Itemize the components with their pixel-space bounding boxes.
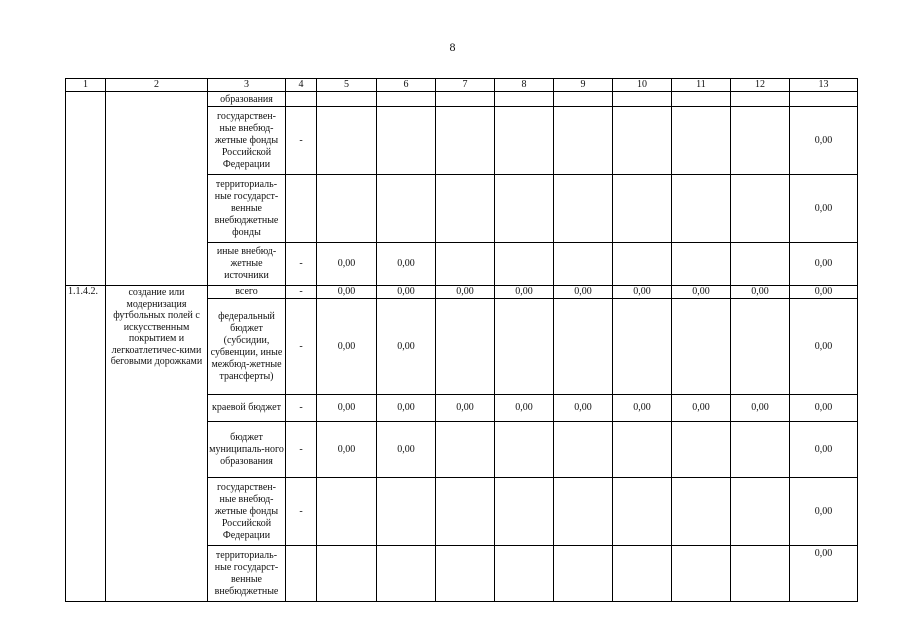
cell: 0,00 <box>436 395 495 422</box>
cell <box>731 299 790 395</box>
cell: 0,00 <box>790 478 858 546</box>
cell <box>672 422 731 478</box>
cell-source: краевой бюджет <box>208 395 286 422</box>
cell <box>554 175 613 243</box>
cell <box>495 107 554 175</box>
cell <box>554 478 613 546</box>
cell <box>436 92 495 107</box>
column-header: 12 <box>731 79 790 92</box>
cell <box>286 92 317 107</box>
cell <box>731 243 790 286</box>
cell: 0,00 <box>317 299 377 395</box>
cell <box>436 422 495 478</box>
cell: 0,00 <box>377 395 436 422</box>
column-header: 5 <box>317 79 377 92</box>
table-row <box>66 286 858 299</box>
cell <box>286 546 317 602</box>
cell <box>495 92 554 107</box>
cell <box>672 107 731 175</box>
column-header: 13 <box>790 79 858 92</box>
cell: - <box>286 395 317 422</box>
budget-table <box>65 78 858 602</box>
cell <box>286 175 317 243</box>
cell: - <box>286 422 317 478</box>
cell <box>377 546 436 602</box>
cell: 0,00 <box>790 107 858 175</box>
cell <box>436 299 495 395</box>
cell: 0,00 <box>377 299 436 395</box>
cell: 0,00 <box>613 286 672 299</box>
cell: 0,00 <box>613 395 672 422</box>
cell: 0,00 <box>377 422 436 478</box>
cell: 0,00 <box>790 546 858 602</box>
cell <box>495 546 554 602</box>
cell-source: территориаль-ные государст-венные внебюджетные фонды <box>208 175 286 243</box>
cell <box>495 299 554 395</box>
cell <box>377 175 436 243</box>
column-header: 6 <box>377 79 436 92</box>
cell <box>613 546 672 602</box>
column-header: 2 <box>106 79 208 92</box>
cell <box>731 175 790 243</box>
cell: 0,00 <box>317 422 377 478</box>
cell <box>436 175 495 243</box>
cell: 0,00 <box>554 395 613 422</box>
cell: 0,00 <box>731 395 790 422</box>
cell: - <box>286 299 317 395</box>
cell <box>731 546 790 602</box>
cell-code-empty <box>66 92 106 286</box>
cell <box>436 107 495 175</box>
cell <box>613 243 672 286</box>
cell-source: иные внебюд-жетные источники <box>208 243 286 286</box>
cell: 0,00 <box>436 286 495 299</box>
cell <box>436 546 495 602</box>
cell: 0,00 <box>495 395 554 422</box>
cell: 0,00 <box>790 395 858 422</box>
cell <box>790 92 858 107</box>
cell <box>613 107 672 175</box>
cell <box>554 243 613 286</box>
cell <box>613 422 672 478</box>
header-row <box>66 79 858 92</box>
cell <box>554 422 613 478</box>
cell <box>613 175 672 243</box>
cell: 0,00 <box>672 395 731 422</box>
column-header: 3 <box>208 79 286 92</box>
cell <box>731 107 790 175</box>
cell <box>377 92 436 107</box>
cell <box>495 478 554 546</box>
cell <box>377 478 436 546</box>
table-row <box>66 92 858 107</box>
column-header: 7 <box>436 79 495 92</box>
cell <box>672 299 731 395</box>
cell: 0,00 <box>317 395 377 422</box>
cell: - <box>286 107 317 175</box>
cell <box>436 478 495 546</box>
column-header: 10 <box>613 79 672 92</box>
cell <box>317 478 377 546</box>
cell-source: бюджет муниципаль-ного образования <box>208 422 286 478</box>
cell: - <box>286 286 317 299</box>
cell <box>554 299 613 395</box>
cell: - <box>286 243 317 286</box>
cell-source: федеральный бюджет (субсидии, субвенции, иные межбюд-жетные трансферты) <box>208 299 286 395</box>
cell: 0,00 <box>495 286 554 299</box>
cell <box>554 546 613 602</box>
cell <box>672 92 731 107</box>
cell-name-empty <box>106 92 208 286</box>
column-header: 11 <box>672 79 731 92</box>
cell <box>317 175 377 243</box>
page-number: 8 <box>449 40 456 54</box>
cell <box>672 175 731 243</box>
cell <box>672 546 731 602</box>
cell <box>317 92 377 107</box>
cell: 0,00 <box>554 286 613 299</box>
column-header: 8 <box>495 79 554 92</box>
cell <box>495 175 554 243</box>
cell: 0,00 <box>790 175 858 243</box>
cell: 0,00 <box>377 286 436 299</box>
cell-source: государствен-ные внебюд-жетные фонды Российской Федерации <box>208 478 286 546</box>
cell-source: всего <box>208 286 286 299</box>
cell: - <box>286 478 317 546</box>
cell <box>672 478 731 546</box>
cell <box>377 107 436 175</box>
cell <box>554 107 613 175</box>
cell: 0,00 <box>672 286 731 299</box>
cell: 0,00 <box>790 299 858 395</box>
column-header: 4 <box>286 79 317 92</box>
cell <box>613 299 672 395</box>
cell <box>672 243 731 286</box>
cell-source: государствен-ные внебюд-жетные фонды Российской Федерации <box>208 107 286 175</box>
item-code: 1.1.4.2. <box>66 286 106 602</box>
cell: 0,00 <box>790 243 858 286</box>
cell: 0,00 <box>377 243 436 286</box>
cell <box>613 478 672 546</box>
column-header: 1 <box>66 79 106 92</box>
cell: 0,00 <box>790 286 858 299</box>
cell-source: территориаль-ные государст-венные внебюджетные <box>208 546 286 602</box>
cell <box>613 92 672 107</box>
cell <box>436 243 495 286</box>
cell <box>731 478 790 546</box>
cell: 0,00 <box>317 243 377 286</box>
cell: 0,00 <box>790 422 858 478</box>
cell <box>554 92 613 107</box>
cell <box>731 92 790 107</box>
item-name: создание или модернизация футбольных полей с искусственным покрытием и легкоатлетичес-кими беговыми дорожками <box>106 286 208 602</box>
cell: 0,00 <box>317 286 377 299</box>
cell <box>495 422 554 478</box>
column-header: 9 <box>554 79 613 92</box>
cell <box>317 107 377 175</box>
cell: 0,00 <box>731 286 790 299</box>
cell <box>495 243 554 286</box>
cell <box>317 546 377 602</box>
cell-source: образования <box>208 92 286 107</box>
cell <box>731 422 790 478</box>
